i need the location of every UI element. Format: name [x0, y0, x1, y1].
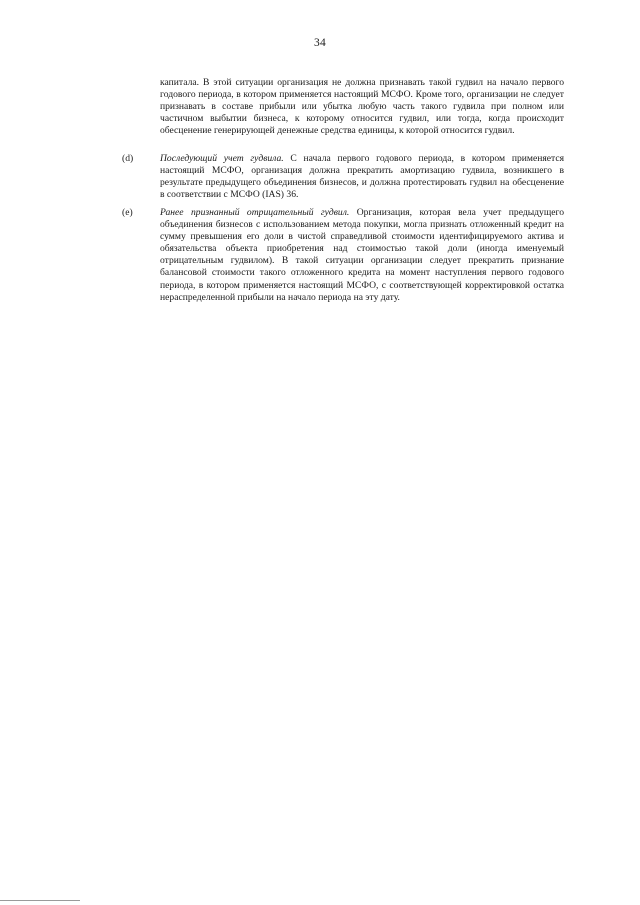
item-paragraph	[160, 207, 564, 304]
item-paragraph	[160, 153, 564, 201]
item-body: С начала первого годового периода, в котором применяется настоящий МСФО, организация должна прекратить амортизацию гудвила, возникшего в результате предыдущего объединения бизнесов, и должна протестировать гудвил на обесценение в соответствии с МСФО (IAS) 36.	[160, 153, 564, 201]
item-label: (e)	[122, 207, 133, 218]
intro-paragraph: капитала. В этой ситуации организация не должна признавать такой гудвил на начало первого годового периода, в котором применяется настоящий МСФО. Кроме того, организации не следует признавать в составе прибыли или убытка любую часть такого гудвила при полном или частичном выбытии бизнеса, к которому относится гудвил, или тогда, когда происходит обесценение генерирующей денежные средства единицы, к которой относится гудвил.	[160, 77, 564, 137]
scan-edge-line	[0, 900, 80, 901]
page-number: 34	[314, 37, 326, 49]
item-body: Организация, которая вела учет предыдущего объединения бизнесов с использованием метода покупки, могла признать отложенный кредит на сумму превышения его доли в чистой справедливой стоимости идентифицируемого актива и обязательства объекта приобретения над стоимостью такой доли (иногда именуемый отрицательным гудвилом). В такой ситуации организации следует прекратить признание балансовой стоимости такого отложенного кредита на момент наступления первого годового периода, в котором применяется настоящий МСФО, с соответствующей корректировкой остатка нераспределенной прибыли на начало периода на эту дату.	[160, 207, 564, 303]
item-title: Последующий учет гудвила.	[160, 153, 284, 164]
item-title: Ранее признанный отрицательный гудвил.	[160, 207, 350, 218]
item-label: (d)	[122, 153, 134, 164]
